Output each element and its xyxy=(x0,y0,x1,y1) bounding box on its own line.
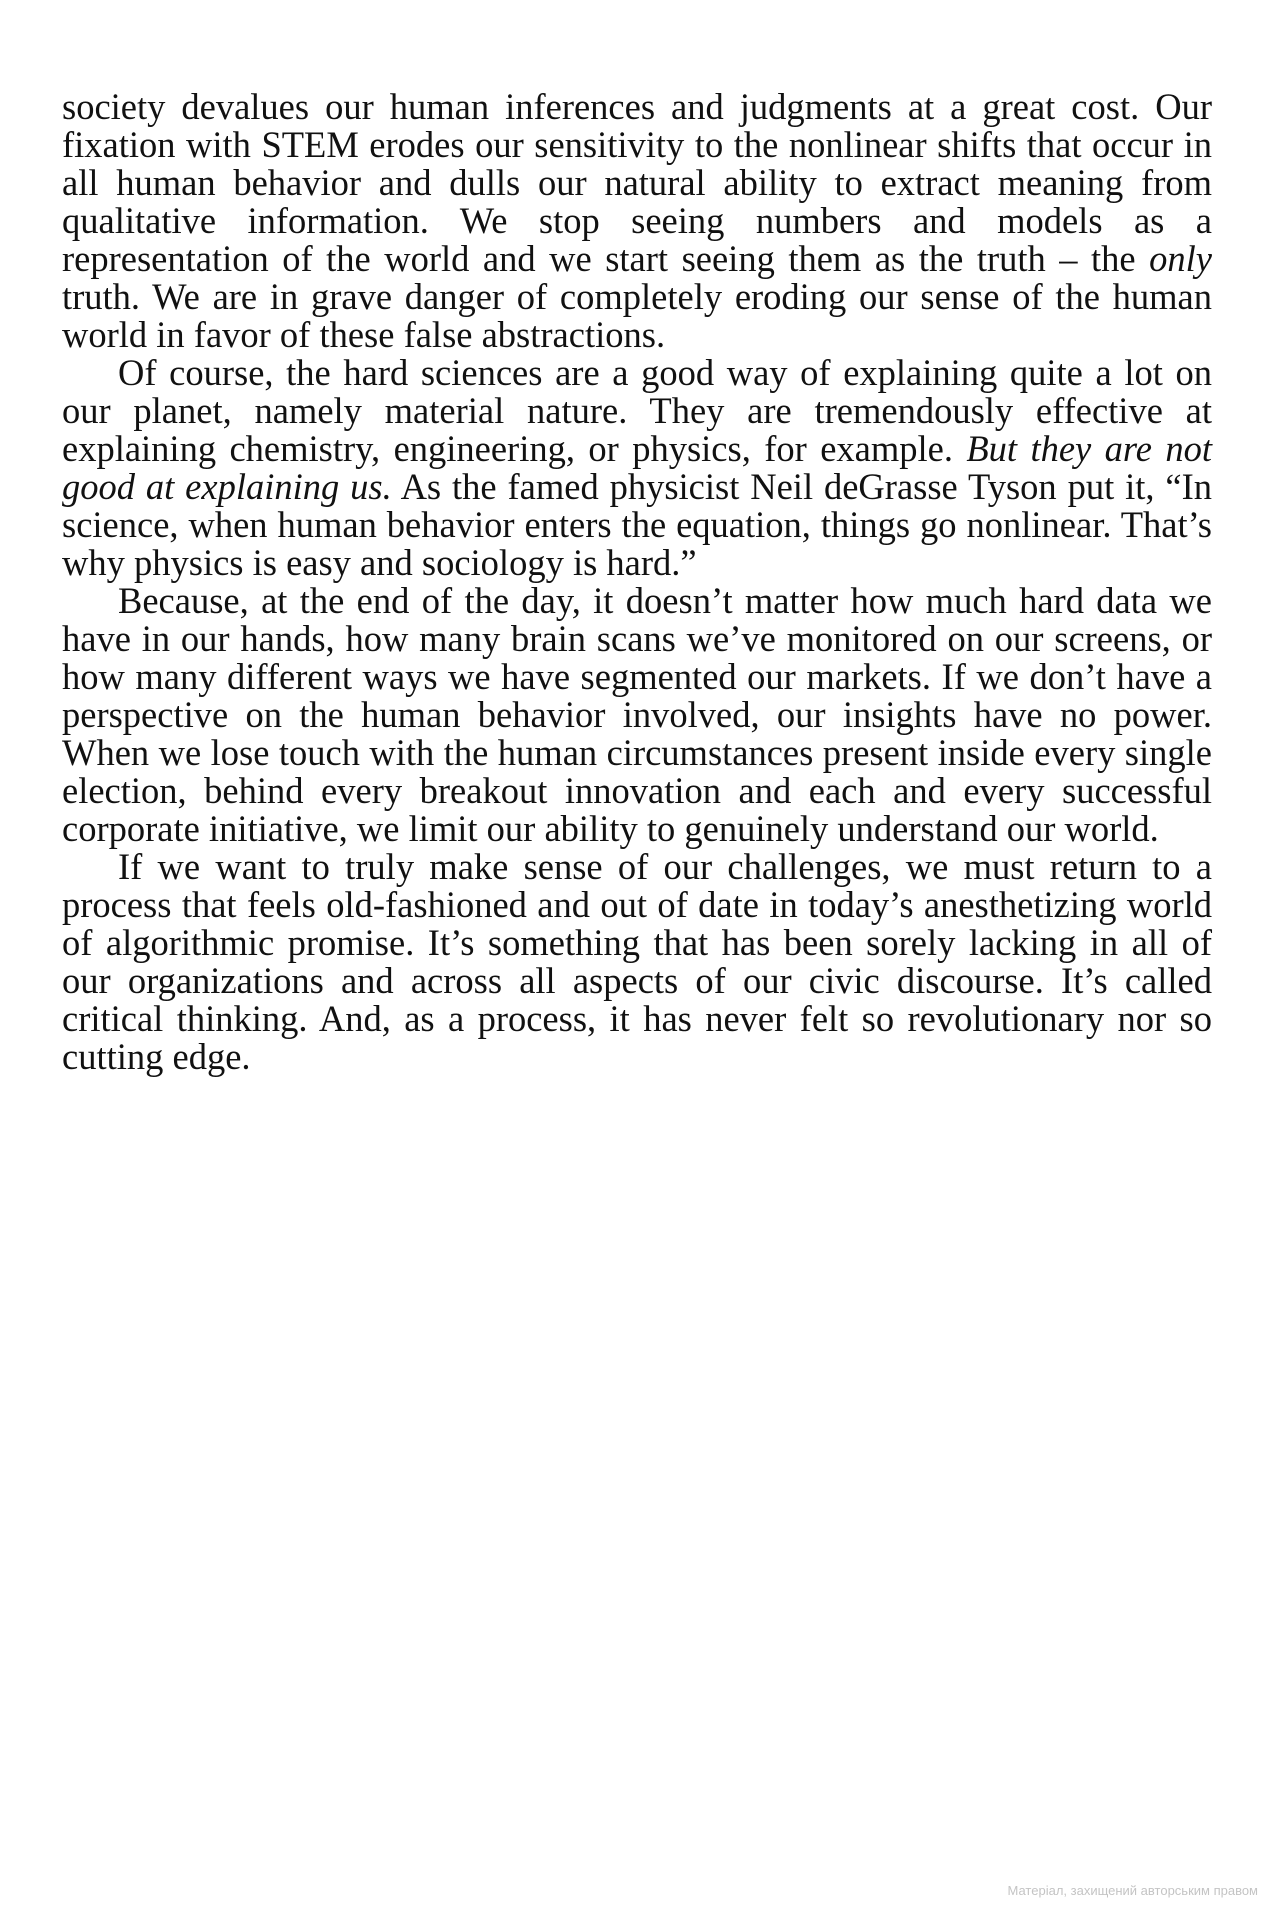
emphasis-text: only xyxy=(1149,238,1212,279)
paragraph-text: truth. We are in grave danger of completely eroding our sense of the human world in favor of these false abstractions. xyxy=(62,276,1212,355)
paragraph-text: If we want to truly make sense of our challenges, we must return to a process that feels old-fashioned and out of date in today’s anesthetizing world of algorithmic promise. It’s something that has been sorely lacking in all of our organizations and across all aspects of our civic discourse. It’s called critical thinking. And, as a process, it has never felt so revolutionary nor so cutting edge. xyxy=(62,846,1212,1077)
paragraph xyxy=(62,88,1212,354)
paragraph-text: society devalues our human inferences and judgments at a great cost. Our fixation with STEM erodes our sensitivity to the nonlinear shifts that occur in all human behavior and dulls our natural ability to extract meaning from qualitative information. We stop seeing numbers and models as a representation of the world and we start seeing them as the truth – the xyxy=(62,86,1212,279)
paragraph-text: As the famed physicist Neil deGrasse Tyson put it, “In science, when human behavior enters the equation, things go nonlinear. That’s why physics is easy and sociology is hard.” xyxy=(62,466,1212,583)
paragraph-text: Of course, the hard sciences are a good way of explaining quite a lot on our planet, namely material nature. They are tremendously effective at explaining chemistry, engineering, or physics, for example. xyxy=(62,352,1212,469)
emphasis-text: But they are not good at explaining us. xyxy=(62,428,1212,507)
copyright-watermark: Матеріал, захищений авторським правом xyxy=(1007,1883,1258,1898)
paragraph xyxy=(62,354,1212,582)
paragraph-text: Because, at the end of the day, it doesn’t matter how much hard data we have in our hands, how many brain scans we’ve monitored on our screens, or how many different ways we have segmented our markets. If we don’t have a perspective on the human behavior involved, our insights have no power. When we lose touch with the human circumstances present inside every single election, behind every breakout innovation and each and every successful corporate initiative, we limit our ability to genuinely understand our world. xyxy=(62,580,1212,849)
paragraph xyxy=(62,848,1212,1076)
page-body xyxy=(62,88,1212,1076)
paragraph xyxy=(62,582,1212,848)
